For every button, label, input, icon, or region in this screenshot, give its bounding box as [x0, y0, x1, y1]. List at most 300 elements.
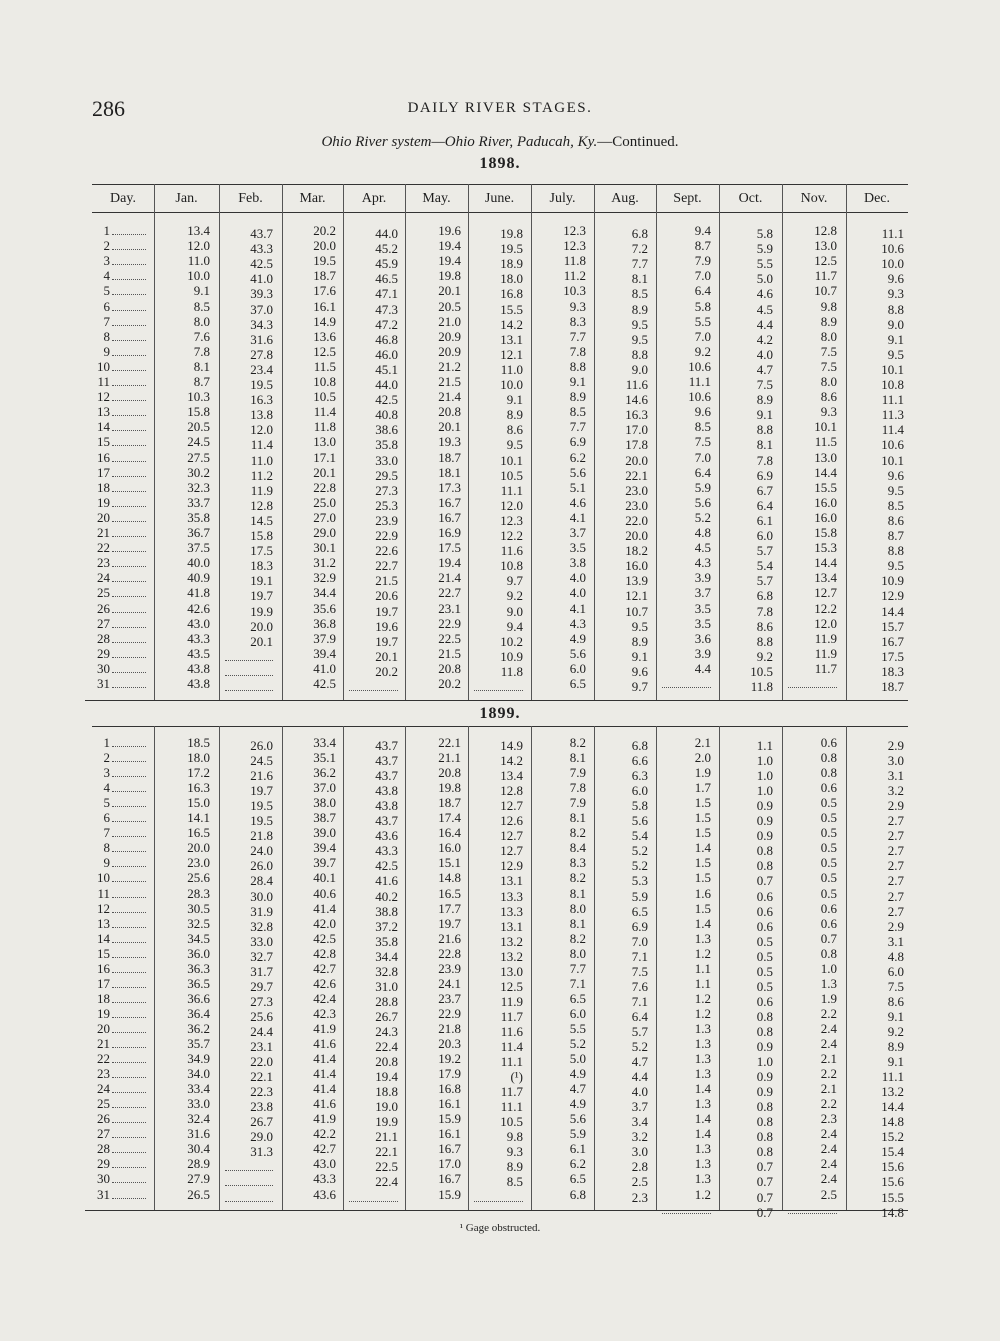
- leader-dots: [112, 521, 146, 522]
- stage-value: 13.0: [500, 963, 523, 979]
- day-label: 26: [97, 1111, 110, 1127]
- day-label: 10: [97, 358, 110, 374]
- stage-value: 11.1: [881, 1069, 904, 1085]
- stage-value: 33.4: [313, 735, 336, 750]
- stage-value: 11.6: [500, 1023, 523, 1039]
- day-label: 12: [97, 389, 110, 405]
- stage-value: 8.0: [820, 374, 837, 389]
- stage-value: 13.9: [625, 573, 648, 589]
- stage-value: 23.7: [438, 990, 461, 1006]
- stage-value: 11.6: [500, 543, 523, 559]
- stage-value: 23.4: [250, 361, 273, 377]
- stage-value: 10.3: [563, 283, 586, 299]
- empty-cell-dots: [662, 687, 711, 688]
- stage-value: 10.2: [500, 633, 523, 649]
- column-divider: [405, 184, 406, 700]
- stage-value: 42.0: [313, 915, 336, 931]
- stage-value: 42.5: [375, 392, 398, 408]
- leader-dots: [112, 1152, 146, 1153]
- leader-dots: [112, 1077, 146, 1078]
- stage-value: 1.5: [694, 855, 711, 871]
- stage-value: 27.0: [313, 509, 336, 525]
- column-divider: [531, 726, 532, 1210]
- stage-value: 9.3: [506, 1144, 523, 1160]
- leader-dots: [112, 791, 146, 792]
- stage-value: 18.5: [187, 735, 210, 750]
- stage-value: 23.1: [438, 600, 461, 616]
- stage-value: 42.6: [313, 975, 336, 991]
- stage-value: 14.2: [500, 316, 523, 332]
- day-label: 27: [97, 615, 110, 631]
- stage-value: 19.4: [438, 555, 461, 571]
- column-divider: [719, 184, 720, 700]
- stage-value: 35.6: [313, 600, 336, 616]
- leader-dots: [112, 1182, 146, 1183]
- empty-cell-dots: [474, 690, 523, 691]
- stage-value: 15.5: [881, 1189, 904, 1205]
- stage-value: 8.5: [887, 497, 904, 513]
- stage-value: 21.6: [250, 768, 273, 784]
- stage-value: 0.7: [756, 1159, 773, 1175]
- stage-value: 40.0: [187, 555, 210, 571]
- stage-value: 11.1: [688, 374, 711, 389]
- stage-value: 17.4: [438, 810, 461, 826]
- stage-value: 0.5: [820, 825, 837, 841]
- stage-value: 2.7: [887, 888, 904, 904]
- day-label: 13: [97, 915, 110, 931]
- stage-value: 1.3: [694, 1141, 711, 1157]
- stage-value: 14.9: [313, 313, 336, 329]
- stage-value: 20.6: [375, 588, 398, 604]
- stage-value: 8.2: [569, 735, 586, 750]
- stage-value: 7.9: [569, 765, 586, 781]
- stage-value: 12.9: [881, 588, 904, 604]
- day-label: 18: [97, 479, 110, 495]
- stage-value: 1.0: [756, 783, 773, 799]
- leader-dots: [112, 897, 146, 898]
- stage-value: 17.0: [438, 1156, 461, 1172]
- stage-value: 37.2: [375, 918, 398, 934]
- stage-value: 2.2: [820, 1096, 837, 1112]
- stage-value: 9.1: [887, 1054, 904, 1070]
- stage-value: 13.1: [500, 331, 523, 347]
- table-bottom-rule: [85, 1210, 908, 1211]
- stage-value: 7.9: [569, 795, 586, 811]
- stage-value: 22.9: [438, 1005, 461, 1021]
- stage-value: 7.9: [694, 253, 711, 269]
- stage-value: 1.2: [694, 1005, 711, 1021]
- leader-dots: [112, 491, 146, 492]
- stage-value: 19.0: [375, 1099, 398, 1115]
- stage-value: 0.6: [756, 918, 773, 934]
- stage-value: 10.0: [187, 268, 210, 284]
- page-number: 286: [92, 96, 125, 121]
- table-bottom-rule: [85, 700, 908, 701]
- stage-value: 18.0: [187, 750, 210, 766]
- day-label: 9: [103, 343, 110, 359]
- stage-value: 45.2: [375, 241, 398, 257]
- stage-value: 0.8: [820, 750, 837, 766]
- stage-value: 0.7: [820, 930, 837, 946]
- stage-value: 12.2: [500, 528, 523, 543]
- stage-value: 32.8: [250, 918, 273, 934]
- stage-value: 6.8: [631, 738, 648, 753]
- stage-value: 1.3: [694, 1156, 711, 1172]
- stage-value: 38.7: [313, 810, 336, 826]
- stage-value: 4.6: [756, 286, 773, 302]
- stage-value: 6.0: [569, 660, 586, 676]
- day-label: 3: [103, 765, 110, 781]
- stage-value: 12.0: [500, 497, 523, 513]
- stage-value: 8.1: [569, 885, 586, 901]
- day-label: 17: [97, 975, 110, 991]
- stage-value: 1.5: [694, 870, 711, 886]
- stage-value: 12.2: [814, 600, 837, 616]
- stage-value: 1.2: [694, 990, 711, 1006]
- stage-value: 9.1: [506, 392, 523, 408]
- stage-value: 41.4: [313, 1051, 336, 1067]
- stage-value: 20.2: [375, 663, 398, 679]
- stage-value: 22.1: [375, 1144, 398, 1160]
- stage-value: 10.5: [500, 467, 523, 483]
- stage-value: 8.8: [756, 422, 773, 438]
- stage-value: 36.0: [187, 945, 210, 961]
- stage-value: 5.2: [631, 1039, 648, 1054]
- day-label: 8: [103, 328, 110, 344]
- stage-value: 0.8: [756, 1008, 773, 1024]
- stage-value: 9.3: [887, 286, 904, 302]
- stage-value: 9.2: [756, 648, 773, 664]
- day-label: 1: [103, 223, 110, 238]
- stage-value: 3.6: [694, 630, 711, 646]
- stage-value: 2.9: [887, 798, 904, 814]
- stage-value: 0.9: [756, 828, 773, 844]
- stage-value: 6.6: [631, 753, 648, 769]
- stage-value: 11.3: [881, 407, 904, 423]
- stage-value: 8.0: [820, 328, 837, 344]
- day-label: 13: [97, 404, 110, 420]
- stage-value: 12.7: [814, 585, 837, 601]
- stage-value: 23.8: [250, 1099, 273, 1115]
- stage-value: 4.0: [631, 1084, 648, 1100]
- leader-dots: [112, 942, 146, 943]
- stage-value: 8.6: [756, 618, 773, 634]
- stage-value: 39.3: [250, 286, 273, 302]
- stage-value: 8.0: [569, 900, 586, 916]
- stage-value: 0.9: [756, 1039, 773, 1054]
- stage-value: 22.7: [438, 585, 461, 601]
- stage-value: 39.4: [313, 645, 336, 661]
- day-header: Day.: [110, 191, 136, 206]
- stage-value: 20.0: [187, 840, 210, 856]
- stage-value: 21.8: [250, 828, 273, 844]
- stage-value: 22.5: [438, 630, 461, 646]
- stage-value: 11.4: [881, 422, 904, 438]
- stage-value: 11.9: [500, 993, 523, 1009]
- stage-value: 1.2: [694, 1186, 711, 1202]
- day-label: 14: [97, 419, 110, 435]
- stage-value: 10.1: [881, 452, 904, 468]
- stage-value: 3.9: [694, 570, 711, 586]
- stage-value: 45.9: [375, 256, 398, 272]
- stage-value: 9.1: [887, 331, 904, 347]
- stage-value: 10.6: [688, 358, 711, 374]
- stage-value: 18.1: [438, 464, 461, 480]
- stage-value: 3.2: [631, 1129, 648, 1145]
- stage-value: 32.8: [375, 963, 398, 979]
- stage-value: 0.6: [820, 900, 837, 916]
- stage-value: 23.9: [438, 960, 461, 976]
- stage-value: 14.8: [881, 1204, 904, 1220]
- stage-value: 1.3: [694, 1051, 711, 1067]
- stage-value: 1.1: [694, 975, 711, 991]
- leader-dots: [112, 806, 146, 807]
- stage-value: 19.5: [250, 813, 273, 829]
- stage-value: (¹): [510, 1069, 523, 1085]
- stage-value: 6.5: [569, 990, 586, 1006]
- stage-value: 9.3: [569, 298, 586, 314]
- stage-value: 6.8: [756, 588, 773, 604]
- month-header: Sept.: [673, 191, 702, 206]
- stage-value: 46.0: [375, 346, 398, 362]
- stage-value: 11.4: [250, 437, 273, 453]
- stage-value: 44.0: [375, 226, 398, 241]
- day-label: 7: [103, 825, 110, 841]
- stage-value: 2.1: [820, 1051, 837, 1067]
- stage-value: 23.0: [187, 855, 210, 871]
- stage-value: 18.8: [375, 1084, 398, 1100]
- day-label: 21: [97, 1036, 110, 1051]
- stage-value: 10.6: [881, 241, 904, 257]
- stage-value: 20.9: [438, 343, 461, 359]
- leader-dots: [112, 415, 146, 416]
- stage-value: 19.4: [438, 238, 461, 254]
- leader-dots: [112, 1002, 146, 1003]
- stage-value: 14.8: [881, 1114, 904, 1130]
- empty-cell-dots: [225, 1185, 273, 1186]
- stage-value: 37.0: [250, 301, 273, 317]
- stage-value: 4.4: [694, 660, 711, 676]
- stage-value: 47.1: [375, 286, 398, 302]
- column-divider: [154, 726, 155, 1210]
- stage-value: 6.9: [631, 918, 648, 934]
- stage-value: 27.5: [187, 449, 210, 465]
- stage-value: 16.1: [438, 1096, 461, 1112]
- stage-value: 13.4: [500, 768, 523, 784]
- leader-dots: [112, 881, 146, 882]
- column-divider: [782, 184, 783, 700]
- stage-value: 40.6: [313, 885, 336, 901]
- stage-value: 3.5: [569, 540, 586, 556]
- stage-value: 3.5: [694, 615, 711, 631]
- stage-value: 0.5: [756, 933, 773, 949]
- stage-value: 16.0: [814, 509, 837, 525]
- stage-value: 12.5: [814, 253, 837, 269]
- leader-dots: [112, 866, 146, 867]
- stage-value: 19.4: [438, 253, 461, 269]
- running-head: DAILY RIVER STAGES.: [407, 100, 593, 116]
- stage-value: 7.2: [631, 241, 648, 257]
- stage-value: 23.1: [250, 1039, 273, 1054]
- stage-value: 20.1: [438, 283, 461, 299]
- stage-value: 15.9: [438, 1111, 461, 1127]
- day-label: 5: [103, 795, 110, 811]
- leader-dots: [112, 355, 146, 356]
- column-divider: [468, 184, 469, 700]
- stage-value: 13.3: [500, 888, 523, 904]
- stage-value: 8.6: [506, 422, 523, 438]
- stage-value: 34.4: [313, 585, 336, 601]
- stage-value: 19.7: [250, 783, 273, 799]
- column-divider: [846, 184, 847, 700]
- stage-value: 22.9: [375, 528, 398, 543]
- stage-value: 29.0: [313, 525, 336, 540]
- stage-value: 37.5: [187, 540, 210, 556]
- stage-value: 24.0: [250, 843, 273, 859]
- stage-value: 9.3: [820, 404, 837, 420]
- stage-value: 12.3: [563, 238, 586, 254]
- subtitle-italic: Ohio River system—Ohio River, Paducah, Ky.: [321, 134, 598, 150]
- stage-value: 33.0: [250, 933, 273, 949]
- stage-value: 6.5: [569, 676, 586, 691]
- stage-value: 3.1: [887, 933, 904, 949]
- stage-value: 13.8: [250, 407, 273, 423]
- stage-value: 18.7: [881, 679, 904, 694]
- stage-value: 13.0: [814, 449, 837, 465]
- stage-value: 4.7: [569, 1081, 586, 1097]
- stage-value: 1.3: [694, 1096, 711, 1112]
- stage-value: 8.5: [506, 1174, 523, 1190]
- stage-value: 35.1: [313, 750, 336, 766]
- stage-value: 1.0: [756, 1054, 773, 1070]
- stage-value: 11.0: [500, 361, 523, 377]
- stage-value: 13.2: [881, 1084, 904, 1100]
- subtitle-continued: —Continued.: [597, 134, 679, 150]
- leader-dots: [112, 249, 146, 250]
- stage-value: 19.6: [438, 223, 461, 238]
- stage-value: 11.4: [500, 1039, 523, 1054]
- stage-value: 6.7: [756, 482, 773, 498]
- stage-value: 6.5: [631, 903, 648, 919]
- stage-value: 0.6: [820, 780, 837, 796]
- stage-value: 8.9: [756, 392, 773, 408]
- stage-value: 46.5: [375, 271, 398, 287]
- stage-value: 16.3: [250, 392, 273, 408]
- stage-value: 10.5: [500, 1114, 523, 1130]
- month-header: Aug.: [611, 191, 639, 206]
- stage-value: 22.4: [375, 1039, 398, 1054]
- stage-value: 34.5: [187, 930, 210, 946]
- stage-value: 25.0: [313, 494, 336, 510]
- stage-value: 0.5: [756, 963, 773, 979]
- stage-value: 36.8: [313, 615, 336, 631]
- stage-value: 0.6: [756, 993, 773, 1009]
- stage-value: 29.7: [250, 978, 273, 994]
- stage-value: 12.1: [500, 346, 523, 362]
- stage-value: 2.8: [631, 1159, 648, 1175]
- stage-value: 37.9: [313, 630, 336, 646]
- stage-value: 2.7: [887, 843, 904, 859]
- stage-value: 15.4: [881, 1144, 904, 1160]
- stage-value: 4.4: [631, 1069, 648, 1085]
- stage-value: 41.6: [313, 1036, 336, 1051]
- stage-value: 19.9: [375, 1114, 398, 1130]
- stage-value: 12.8: [500, 783, 523, 799]
- stage-value: 1.9: [694, 765, 711, 781]
- stage-value: 20.5: [438, 298, 461, 314]
- stage-value: 8.0: [193, 313, 210, 329]
- leader-dots: [112, 1017, 146, 1018]
- day-label: 12: [97, 900, 110, 916]
- stage-value: 7.6: [193, 328, 210, 344]
- stage-value: 31.3: [250, 1144, 273, 1160]
- stage-value: 20.0: [625, 528, 648, 543]
- stage-value: 8.1: [631, 271, 648, 287]
- stage-value: 1.5: [694, 810, 711, 826]
- column-divider: [594, 726, 595, 1210]
- stage-value: 11.1: [500, 1099, 523, 1115]
- stage-value: 22.0: [625, 512, 648, 528]
- stage-value: 2.4: [820, 1036, 837, 1051]
- stage-value: 0.7: [756, 1189, 773, 1205]
- stage-value: 42.5: [313, 930, 336, 946]
- stage-value: 9.1: [193, 283, 210, 299]
- stage-value: 5.4: [631, 828, 648, 844]
- stage-value: 8.9: [820, 313, 837, 329]
- stage-value: 30.0: [250, 888, 273, 904]
- stage-value: 8.7: [887, 528, 904, 543]
- stage-value: 41.9: [313, 1111, 336, 1127]
- stage-value: 19.4: [375, 1069, 398, 1085]
- stage-value: 0.8: [756, 1099, 773, 1115]
- stage-value: 10.5: [313, 389, 336, 405]
- stage-value: 4.9: [569, 1066, 586, 1082]
- month-header: Mar.: [299, 191, 326, 206]
- stage-value: 9.4: [506, 618, 523, 634]
- stage-value: 0.8: [756, 1023, 773, 1039]
- stage-value: 22.1: [250, 1069, 273, 1085]
- stage-value: 4.7: [756, 361, 773, 377]
- stage-value: 13.1: [500, 918, 523, 934]
- stage-value: 14.4: [881, 1099, 904, 1115]
- stage-value: 16.3: [625, 407, 648, 423]
- stage-value: 8.9: [631, 301, 648, 317]
- stage-value: 17.6: [313, 283, 336, 299]
- stage-value: 20.0: [313, 238, 336, 254]
- stage-value: 24.1: [438, 975, 461, 991]
- stage-value: 22.0: [250, 1054, 273, 1070]
- day-label: 15: [97, 434, 110, 450]
- stage-value: 15.0: [187, 795, 210, 811]
- stage-value: 43.6: [375, 828, 398, 844]
- stage-value: 26.0: [250, 858, 273, 874]
- stage-value: 3.0: [631, 1144, 648, 1160]
- stage-value: 43.7: [375, 813, 398, 829]
- stage-value: 43.7: [375, 738, 398, 753]
- stage-value: 5.1: [569, 479, 586, 495]
- day-label: 30: [97, 1171, 110, 1187]
- stage-value: 19.5: [250, 798, 273, 814]
- stage-value: 42.7: [313, 960, 336, 976]
- month-header: Dec.: [863, 191, 891, 206]
- stage-value: 11.7: [500, 1084, 523, 1100]
- stage-value: 16.1: [438, 1126, 461, 1142]
- stage-value: 5.2: [631, 843, 648, 859]
- stage-value: 1.9: [820, 990, 837, 1006]
- stage-value: 12.3: [563, 223, 586, 238]
- stage-value: 26.7: [375, 1008, 398, 1024]
- stage-value: 1.1: [756, 738, 773, 753]
